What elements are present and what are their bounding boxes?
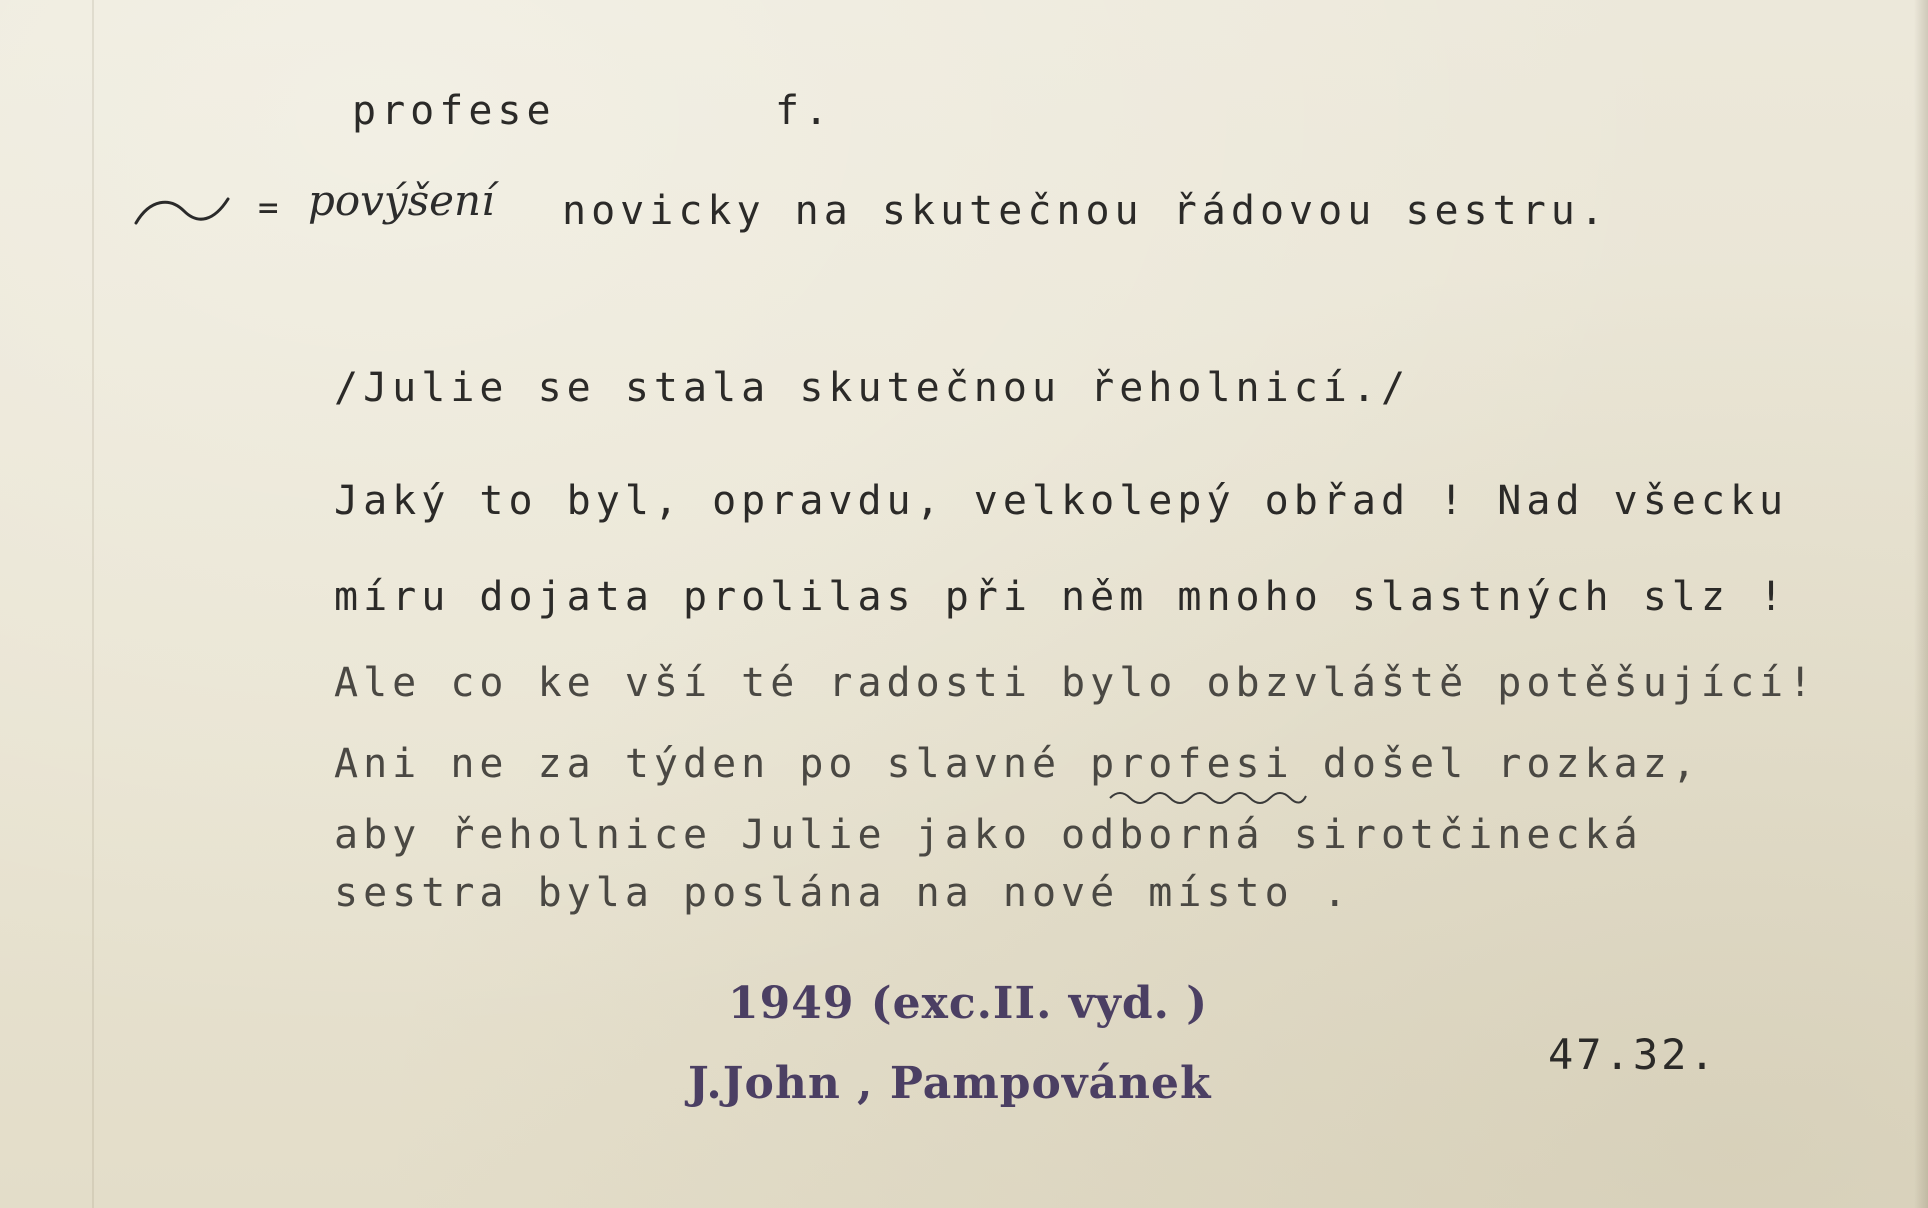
- quote-line: sestra byla poslána na nové místo .: [334, 870, 1352, 916]
- quote-line: Jaký to byl, opravdu, velkolepý obřad ! Nad všecku: [334, 478, 1789, 524]
- squiggle-underline-mark: [1108, 786, 1308, 808]
- definition-text: novicky na skutečnou řádovou sestru.: [562, 188, 1609, 234]
- source-stamp-year: 1949 (exc.II. vyd. ): [728, 978, 1209, 1029]
- reference-number: 47.32.: [1548, 1030, 1718, 1079]
- definition-handwritten: povýšení: [308, 176, 495, 225]
- definition-mark: =: [258, 188, 284, 228]
- quote-line: Ani ne za týden po slavné profesi došel rozkaz,: [334, 741, 1701, 787]
- quote-line: aby řeholnice Julie jako odborná sirotčinecká: [334, 812, 1643, 858]
- paper-edge-shadow: [1914, 0, 1928, 1208]
- paper-fold-line: [92, 0, 94, 1208]
- source-stamp-author-title: J.John , Pampovánek: [688, 1058, 1212, 1109]
- tilde-icon: [132, 185, 232, 235]
- example-summary: /Julie se stala skutečnou řeholnicí./: [334, 365, 1411, 411]
- quote-line: Ale co ke vší té radosti bylo obzvláště potěšující!: [334, 660, 1818, 706]
- quote-line: míru dojata prolilas při něm mnoho slastných slz !: [334, 574, 1789, 620]
- headword: profese: [352, 88, 556, 134]
- gender-label: f.: [775, 88, 834, 134]
